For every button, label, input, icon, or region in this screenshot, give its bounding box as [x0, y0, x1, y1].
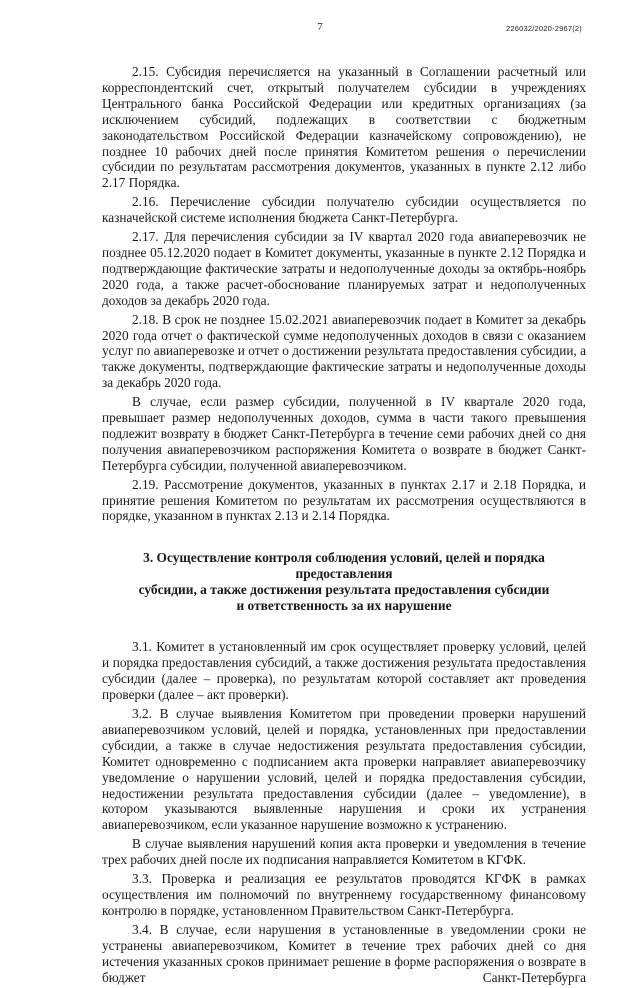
paragraph-2-18-refund: В случае, если размер субсидии, полученной в IV квартале 2020 года, превышает размер недополученных доходов, сумма в части такого превышения подлежит возврату в бюджет Санкт-Петербурга в течение семи рабочих дней со дня получения авиаперевозчиком распоряжения Комитета о возврате в бюджет Санкт-Петербурга субсидии, полученной авиаперевозчиком. — [102, 394, 586, 473]
section-3-heading — [102, 550, 586, 614]
paragraph-2-15: 2.15. Субсидия перечисляется на указанный в Соглашении расчетный или корреспондентский счет, открытый получателем субсидии в учреждениях Центрального банка Российской Федерации или кредитных организациях (за исключением субсидий, подлежащих в соответствии с бюджетным законодательством Российской Федерации казначейскому сопровождению), не позднее 10 рабочих дней после принятия Комитетом решения о перечислении субсидии по результатам рассмотрения документов, указанных в пункте 2.12 либо 2.17 Порядка. — [102, 64, 586, 191]
section-3-heading-line2: субсидии, а также достижения результата предоставления субсидии — [138, 582, 550, 598]
paragraph-3-2: 3.2. В случае выявления Комитетом при проведении проверки нарушений авиаперевозчиком условий, целей и порядка, установленных при предоставлении субсидии, а также в случае недостижения результата предоставления субсидии, Комитет одновременно с подписанием акта проверки направляет авиаперевозчику уведомление о нарушении условий, целей и порядка предоставления субсидии, недостижении результата предоставления субсидии (далее – уведомление), в котором указываются выявленные нарушения и сроки их устранения авиаперевозчиком, если указанное нарушение возможно к устранению. — [102, 706, 586, 833]
paragraph-2-16: 2.16. Перечисление субсидии получателю субсидии осуществляется по казначейской системе исполнения бюджета Санкт-Петербурга. — [102, 194, 586, 226]
page-number: 7 — [317, 21, 323, 33]
document-body — [102, 64, 586, 988]
paragraph-3-1: 3.1. Комитет в установленный им срок осуществляет проверку условий, целей и порядка предоставления субсидий, а также достижения результата предоставления субсидии (далее – проверка), по результатам которой составляет акт проведения проверки (далее – акт проверки). — [102, 639, 586, 703]
paragraph-3-2-copy: В случае выявления нарушений копия акта проверки и уведомления в течение трех рабочих дней после их подписания направляется Комитетом в КГФК. — [102, 836, 586, 868]
paragraph-3-3: 3.3. Проверка и реализация ее результатов проводятся КГФК в рамках осуществления им полномочий по внутреннему государственному финансовому контролю в порядке, установленном Правительством Санкт-Петербурга. — [102, 871, 586, 918]
paragraph-2-17: 2.17. Для перечисления субсидии за IV квартал 2020 года авиаперевозчик не позднее 05.12.2020 подает в Комитет документы, указанные в пункте 2.12 Порядка и подтверждающие фактические затраты и недополученные доходы за октябрь-ноябрь 2020 года, а также расчет-обоснование планируемых затрат и недополученных доходов за декабрь 2020 года. — [102, 229, 586, 308]
paragraph-2-18: 2.18. В срок не позднее 15.02.2021 авиаперевозчик подает в Комитет за декабрь 2020 года отчет о фактической сумме недополученных доходов в связи с оказанием услуг по авиаперевозке и отчет о достижении результата предоставления субсидии, а также документы, подтверждающие фактические затраты и недополученные доходы за декабрь 2020 года. — [102, 311, 586, 391]
paragraph-3-4: 3.4. В случае, если нарушения в установленные в уведомлении сроки не устранены авиаперевозчиком, Комитет в течение трех рабочих дней со дня истечения указанных сроков принимает решение в форме распоряжения о возврате в бюджет Санкт-Петербурга — [102, 921, 586, 985]
section-3-heading-line1: 3. Осуществление контроля соблюдения условий, целей и порядка предоставления — [143, 550, 545, 582]
section-3-heading-line3: и ответственность за их нарушение — [236, 598, 452, 614]
document-id: 226032/2020-2967(2) — [506, 24, 582, 33]
paragraph-2-19: 2.19. Рассмотрение документов, указанных в пунктах 2.17 и 2.18 Порядка, и принятие решения Комитетом по результатам их рассмотрения осуществляются в порядке, указанном в пунктах 2.13 и 2.14 Порядка. — [102, 476, 586, 524]
